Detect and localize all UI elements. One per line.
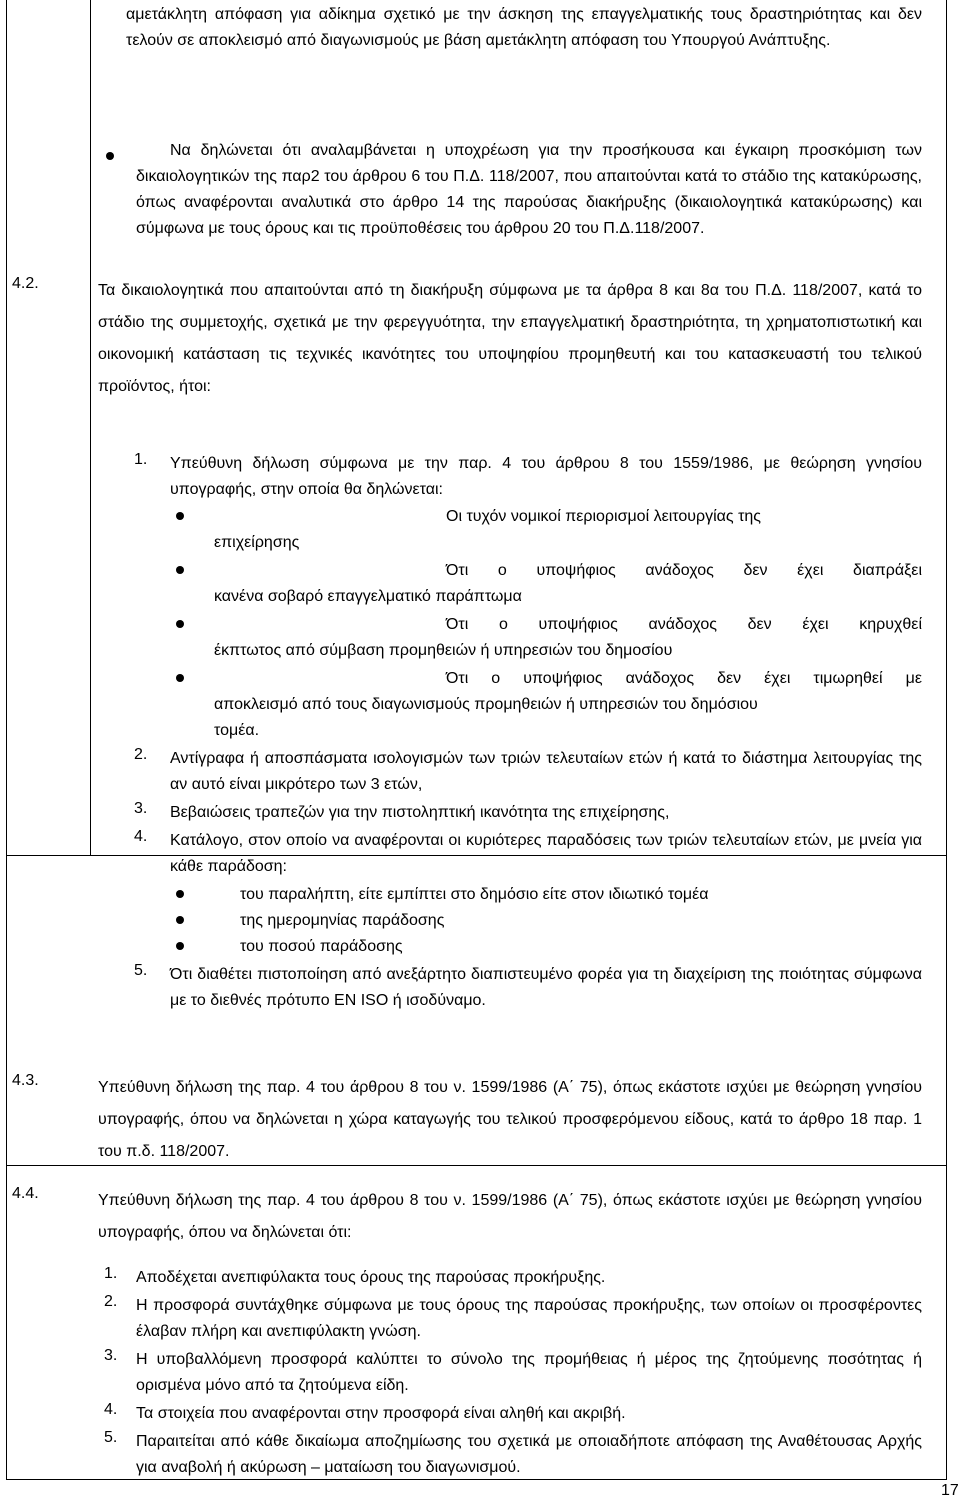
section-4-3-text: Υπεύθυνη δήλωση της παρ. 4 του άρθρου 8 του ν. 1599/1986 (Α΄ 75), όπως εκάστοτε ισχύει με θεώρηση γνησίου υπογραφής, όπου να δηλώνεται η χώρα καταγωγής του τελικού προσφερόμενου είδους, κατά το άρθρο 18 παρ. 1 του π.δ. 118/2007. xyxy=(98,1079,922,1160)
list-item-text: Ότι διαθέτει πιστοποίηση από ανεξάρτητο διαπιστευμένο φορέα για τη διαχείριση της ποιότητας σύμφωνα με το διεθνές πρότυπο EN ISO ή ισοδύναμο. xyxy=(170,966,922,1009)
section-4-2-text: Τα δικαιολογητικά που απαιτούνται από τη διακήρυξη σύμφωνα με τα άρθρα 8 και 8α του Π.Δ. 118/2007, κατά το στάδιο της συμμετοχής, σχετικά με την φερεγγυότητα, την επαγγελματική δραστηριότητα, τη χρηματοπιστωτική και οικονομική κατάσταση τις τεχνικές ικανότητες του υποψηφίου προμηθευτή και του κατασκευαστή του τελικού προϊόντος, ήτοι: xyxy=(98,282,922,395)
list-number: 4. xyxy=(134,828,148,845)
list-number: 2. xyxy=(134,746,148,763)
list-number: 4. xyxy=(104,1401,118,1418)
bullet-icon xyxy=(176,890,184,898)
sub-item-rest: έκπτωτος από σύμβαση προμηθειών ή υπηρεσιών του δημοσίου xyxy=(214,642,673,659)
sub-item-first: Οι τυχόν νομικοί περιορισμοί λειτουργίας της xyxy=(446,508,761,525)
list-item-text: Βεβαιώσεις τραπεζών για την πιστοληπτική ικανότητα της επιχείρησης, xyxy=(170,804,670,821)
list-number: 1. xyxy=(134,451,148,468)
sub-item: της ημερομηνίας παράδοσης xyxy=(240,912,445,929)
sub-item: του ποσού παράδοσης xyxy=(240,938,403,955)
top-paragraph: αμετάκλητη απόφαση για αδίκημα σχετικό με την άσκηση της επαγγελματικής τους δραστηριότητας και δεν τελούν σε αποκλεισμό από διαγωνισμούς με βάση αμετάκλητη απόφαση του Υπουργού Ανάπτυξης. xyxy=(126,6,922,49)
section-number: 4.2. xyxy=(12,275,39,292)
sub-item-rest: αποκλεισμό από τους διαγωνισμούς προμηθειών ή υπηρεσιών του δημόσιου xyxy=(214,696,758,713)
sub-item-first: Ότι ο υποψήφιος ανάδοχος δεν έχει τιμωρηθεί με xyxy=(446,670,922,687)
list-item-text: Τα στοιχεία που αναφέρονται στην προσφορά είναι αληθή και ακριβή. xyxy=(136,1405,626,1422)
list-number: 3. xyxy=(134,800,148,817)
list-item-text: Η προσφορά συντάχθηκε σύμφωνα με τους όρους της παρούσας προκήρυξης, των οποίων οι προσφέροντες έλαβαν πλήρη και ανεπιφύλακτη γνώση. xyxy=(136,1297,922,1340)
sub-item: του παραλήπτη, είτε εμπίπτει στο δημόσιο είτε στον ιδιωτικό τομέα xyxy=(240,886,709,903)
bullet-icon xyxy=(176,620,184,628)
bullet-paragraph: Να δηλώνεται ότι αναλαμβάνεται η υποχρέωση για την προσήκουσα και έγκαιρη προσκόμιση των δικαιολογητικών της παρ2 του άρθρου 6 του Π.Δ. 118/2007, που απαιτούνται κατά το στάδιο της κατακύρωσης, όπως αναφέρονται αναλυτικά στο άρθρο 14 της παρούσας διακήρυξης (δικαιολογητικά κατακύρωσης) και σύμφωνα με τους όρους και τις προϋποθέσεις του άρθρου 20 του Π.Δ.118/2007. xyxy=(136,142,922,237)
page-number: 17 xyxy=(941,1482,959,1499)
sub-item-first: Ότι ο υποψήφιος ανάδοχος δεν έχει διαπράξει xyxy=(446,562,922,579)
list-number: 2. xyxy=(104,1293,118,1310)
list-number: 1. xyxy=(104,1265,118,1282)
column-divider xyxy=(90,0,91,855)
list-number: 5. xyxy=(134,962,148,979)
bullet-icon xyxy=(106,152,114,160)
section-number: 4.4. xyxy=(12,1185,39,1202)
bullet-icon xyxy=(176,512,184,520)
sub-item-rest: κανένα σοβαρό επαγγελματικό παράπτωμα xyxy=(214,588,522,605)
sub-item-rest: τομέα. xyxy=(214,722,260,739)
list-number: 5. xyxy=(104,1429,118,1446)
section-number: 4.3. xyxy=(12,1072,39,1089)
bullet-icon xyxy=(176,942,184,950)
sub-item-rest: επιχείρησης xyxy=(214,534,300,551)
bullet-icon xyxy=(176,916,184,924)
list-item-text: Κατάλογο, στον οποίο να αναφέρονται οι κυριότερες παραδόσεις των τριών τελευταίων ετών, με μνεία για κάθε παράδοση: xyxy=(170,832,922,875)
bullet-icon xyxy=(176,566,184,574)
list-item-text: Αποδέχεται ανεπιφύλακτα τους όρους της παρούσας προκήρυξης. xyxy=(136,1269,606,1286)
section-4-4-text: Υπεύθυνη δήλωση της παρ. 4 του άρθρου 8 του ν. 1599/1986 (Α΄ 75), όπως εκάστοτε ισχύει με θεώρηση γνησίου υπογραφής, όπου να δηλώνεται ότι: xyxy=(98,1192,922,1241)
sub-item-first: Ότι ο υποψήφιος ανάδοχος δεν έχει κηρυχθεί xyxy=(446,616,922,633)
list-number: 3. xyxy=(104,1347,118,1364)
list-item-text: Αντίγραφα ή αποσπάσματα ισολογισμών των τριών τελευταίων ετών ή κατά το διάστημα λειτουργίας της αν αυτό είναι μικρότερο των 3 ετών, xyxy=(170,750,922,793)
list-item-text: Παραιτείται από κάθε δικαίωμα αποζημίωσης του σχετικά με οποιαδήποτε απόφαση της Αναθέτουσας Αρχής για αναβολή ή ακύρωση – ματαίωση του διαγωνισμού. xyxy=(136,1433,922,1476)
list-item-text: Υπεύθυνη δήλωση σύμφωνα με την παρ. 4 του άρθρου 8 του 1559/1986, με θεώρηση γνησίου υπογραφής, στην οποία θα δηλώνεται: xyxy=(170,455,922,498)
bullet-icon xyxy=(176,674,184,682)
list-item-text: Η υποβαλλόμενη προσφορά καλύπτει το σύνολο της προμήθειας ή μέρος της ζητούμενης ποσότητας ή ορισμένα μόνο από τα ζητούμενα είδη. xyxy=(136,1351,922,1394)
